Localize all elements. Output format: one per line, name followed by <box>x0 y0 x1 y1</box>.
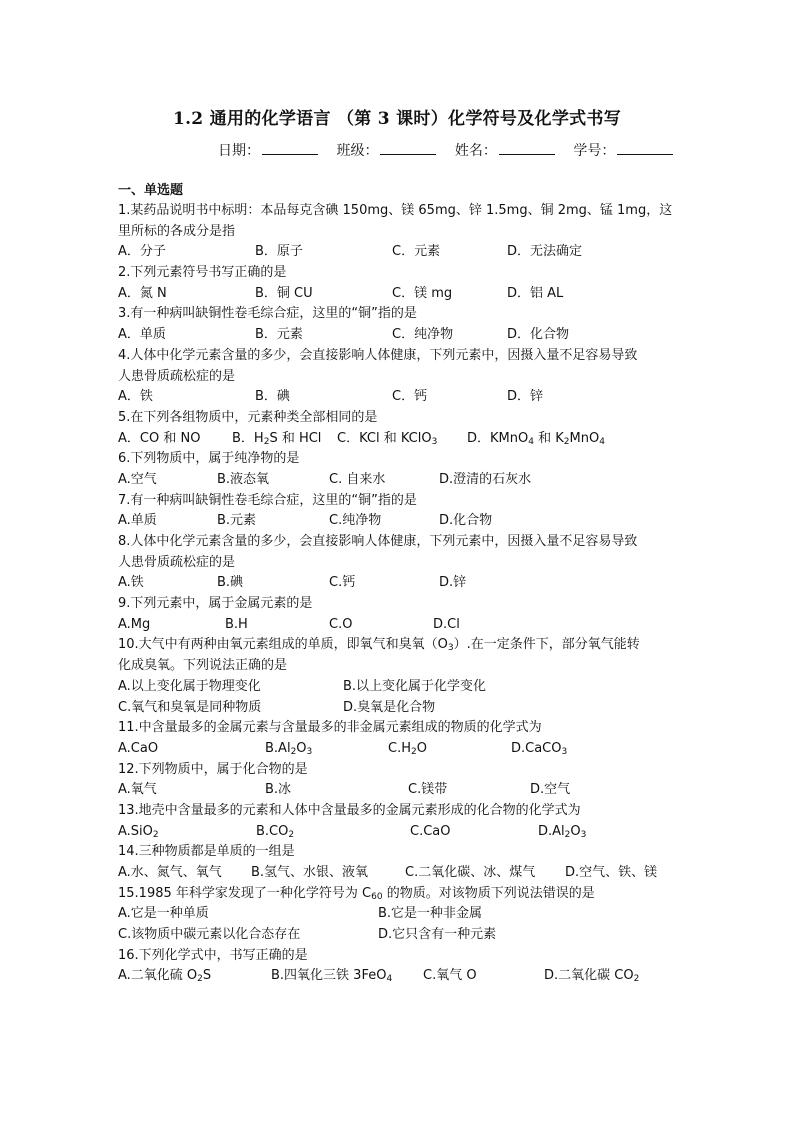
question-stem-line: 人患骨质疏松症的是 <box>118 554 236 570</box>
answer-option[interactable]: $D.Al_2O_3$ <box>538 823 587 840</box>
answer-option[interactable]: $B.CO_2$ <box>256 823 295 840</box>
option-row <box>118 470 678 491</box>
answer-option[interactable]: D．无法确定 <box>507 244 583 260</box>
name-blank[interactable] <box>499 142 555 155</box>
answer-option[interactable]: B.液态氧 <box>217 471 270 487</box>
answer-option[interactable]: D.空气、铁、镁 <box>565 865 658 880</box>
option-row <box>118 325 678 346</box>
answer-option[interactable]: B.冰 <box>265 782 292 798</box>
answer-option[interactable]: C．镁 mg <box>392 285 453 301</box>
answer-option[interactable]: $C.H_2O$ <box>388 740 427 757</box>
answer-option[interactable]: D．铝 AL <box>507 285 564 301</box>
question-stem-line: 10.大气中有两种由氧元素组成的单质，即氧气和臭氧$(O_3)$.在一定条件下，部分氧气能转 <box>118 637 640 654</box>
answer-option[interactable]: D．化合物 <box>507 327 570 343</box>
name-label: 姓名： <box>454 143 497 159</box>
id-blank[interactable] <box>617 142 673 155</box>
option-row <box>118 904 678 925</box>
answer-option[interactable]: C.二氧化碳、冰、煤气 <box>405 865 536 880</box>
question-stem-line: 11.中含量最多的金属元素与含量最多的非金属元素组成的物质的化学式为 <box>118 720 542 736</box>
answer-option[interactable]: C.纯净物 <box>329 513 382 529</box>
answer-option[interactable]: $B.Al_2O_3$ <box>265 740 313 757</box>
answer-option[interactable]: C．KCl 和 KClO$_3$ <box>337 430 438 447</box>
answer-option[interactable]: B．碘 <box>255 389 290 405</box>
class-label: 班级： <box>336 143 379 159</box>
answer-option[interactable]: A.单质 <box>118 513 157 529</box>
answer-option[interactable]: D．KMnO$_4$ 和 $K_2MnO_4$ <box>467 430 605 447</box>
answer-option[interactable]: B.碘 <box>217 575 244 591</box>
answer-option[interactable]: B.以上变化属于化学变化 <box>343 678 487 694</box>
answer-option[interactable]: D.Cl <box>433 616 460 632</box>
option-row <box>118 780 678 801</box>
question-stem-line: 1.某药品说明书中标明：本品每克含碘 150mg、镁 65mg、锌 1.5mg、铜 2mg、锰 1mg，这 <box>118 203 673 218</box>
option-row <box>118 242 678 263</box>
answer-option[interactable]: A．铁 <box>118 389 153 405</box>
option-row <box>118 739 678 760</box>
answer-option[interactable]: D.CaCO$_3$ <box>511 740 568 757</box>
option-row <box>118 429 678 450</box>
answer-option[interactable]: D.化合物 <box>439 513 493 529</box>
answer-option[interactable]: A.它是一种单质 <box>118 906 209 922</box>
question-stem-line: 化成臭氧。下列说法正确的是 <box>118 658 288 674</box>
answer-option[interactable]: D.锌 <box>439 575 467 591</box>
answer-option[interactable]: C.该物质中碳元素以化合态存在 <box>118 927 301 943</box>
answer-option[interactable]: A．氮 N <box>118 285 167 301</box>
answer-option[interactable]: D．锌 <box>507 389 544 405</box>
answer-option[interactable]: A.水、氮气、氧气 <box>118 865 222 880</box>
question-stem-line: 16.下列化学式中，书写正确的是 <box>118 947 308 963</box>
option-row <box>118 284 678 305</box>
answer-option[interactable]: A．分子 <box>118 244 166 260</box>
answer-option[interactable]: B.元素 <box>217 513 257 529</box>
answer-option[interactable]: B．铜 CU <box>255 285 313 301</box>
answer-option[interactable]: C．纯净物 <box>392 327 454 343</box>
option-row <box>118 677 678 698</box>
answer-option[interactable]: C.氧气和臭氧是同种物质 <box>118 699 262 715</box>
answer-option[interactable]: D.臭氧是化合物 <box>343 699 436 715</box>
answer-option[interactable]: C．钙 <box>392 389 428 405</box>
answer-option[interactable]: C. 自来水 <box>329 471 386 487</box>
answer-option[interactable]: C.O <box>329 616 353 632</box>
question-stem-line: 3.有一种病叫缺铜性卷毛综合症，这里的“铜”指的是 <box>118 306 417 322</box>
answer-option[interactable]: B．原子 <box>255 244 303 260</box>
option-row <box>118 966 678 987</box>
answer-option[interactable]: C.CaO <box>410 823 451 839</box>
question-list <box>118 181 678 987</box>
answer-option[interactable]: C．元素 <box>392 244 441 260</box>
answer-option[interactable]: B.H <box>225 616 248 632</box>
answer-option[interactable]: C.氧气 O <box>423 968 477 984</box>
question-stem-line: 8.人体中化学元素含量的多少，会直接影响人体健康，下列元素中，因摄入量不足容易导致 <box>118 534 638 549</box>
answer-option[interactable]: A．CO 和 NO <box>118 430 201 446</box>
answer-option[interactable]: A.Mg <box>118 616 151 632</box>
question-stem-line: 15.1985 年科学家发现了一种化学符号为 $C_{60}$ 的物质。对该物质下列说法错误的是 <box>118 885 595 902</box>
answer-option[interactable]: A.CaO <box>118 740 159 756</box>
answer-option[interactable]: B．元素 <box>255 327 303 343</box>
answer-option[interactable]: B.四氧化三铁 3FeO$_4$ <box>271 968 393 985</box>
answer-option[interactable]: D.它只含有一种元素 <box>378 927 497 943</box>
answer-option[interactable]: B.氢气、水银、液氧 <box>251 865 369 880</box>
answer-option[interactable]: D.二氧化碳 $CO_2$ <box>544 968 640 985</box>
answer-option[interactable]: D.空气 <box>530 782 571 798</box>
question-stem-line: 9.下列元素中，属于金属元素的是 <box>118 596 313 612</box>
option-row <box>118 511 678 532</box>
answer-option[interactable]: C.镁带 <box>408 782 448 798</box>
option-row <box>118 387 678 408</box>
header-fields <box>218 140 687 160</box>
question-stem-line: 13.地壳中含量最多的元素和人体中含量最多的金属元素形成的化合物的化学式为 <box>118 802 581 818</box>
date-blank[interactable] <box>262 142 318 155</box>
option-row <box>118 573 678 594</box>
id-label: 学号： <box>573 143 616 159</box>
answer-option[interactable]: C.钙 <box>329 575 356 591</box>
question-stem-line: 2.下列元素符号书写正确的是 <box>118 265 287 281</box>
answer-option[interactable]: A.氧气 <box>118 782 157 798</box>
answer-option[interactable]: A.铁 <box>118 575 144 591</box>
answer-option[interactable]: A.空气 <box>118 471 157 487</box>
answer-option[interactable]: D.澄清的石灰水 <box>439 471 532 487</box>
date-label: 日期： <box>218 143 260 159</box>
section-title: 一、单选题 <box>118 183 184 198</box>
option-row <box>118 615 678 636</box>
answer-option[interactable]: B.它是一种非金属 <box>378 906 483 922</box>
question-stem-line: 人患骨质疏松症的是 <box>118 368 236 384</box>
class-blank[interactable] <box>380 142 436 155</box>
question-stem-line: 12.下列物质中，属于化合物的是 <box>118 761 308 777</box>
option-row <box>118 698 678 719</box>
answer-option[interactable]: A.以上变化属于物理变化 <box>118 678 261 694</box>
answer-option[interactable]: A.二氧化硫 $O_2S$ <box>118 968 212 985</box>
question-stem-line: 里所标的各成分是指 <box>118 223 236 239</box>
question-stem-line: 5.在下列各组物质中，元素种类全部相同的是 <box>118 409 378 425</box>
question-stem-line: 7.有一种病叫缺铜性卷毛综合症，这里的“铜”指的是 <box>118 492 417 508</box>
option-row <box>118 822 678 843</box>
page-title: 1.2 通用的化学语言 （第 3 课时）化学符号及化学式书写 <box>172 109 622 129</box>
answer-option[interactable]: B．$H_2S$ 和 HCl <box>232 430 322 447</box>
question-stem-line: 14.三种物质都是单质的一组是 <box>118 844 295 860</box>
answer-option[interactable]: A．单质 <box>118 327 166 343</box>
answer-option[interactable]: A.SiO$_2$ <box>118 823 159 840</box>
question-stem-line: 4.人体中化学元素含量的多少，会直接影响人体健康，下列元素中，因摄入量不足容易导致 <box>118 347 638 363</box>
question-stem-line: 6.下列物质中，属于纯净物的是 <box>118 451 300 467</box>
option-row <box>118 863 678 884</box>
option-row <box>118 925 678 946</box>
